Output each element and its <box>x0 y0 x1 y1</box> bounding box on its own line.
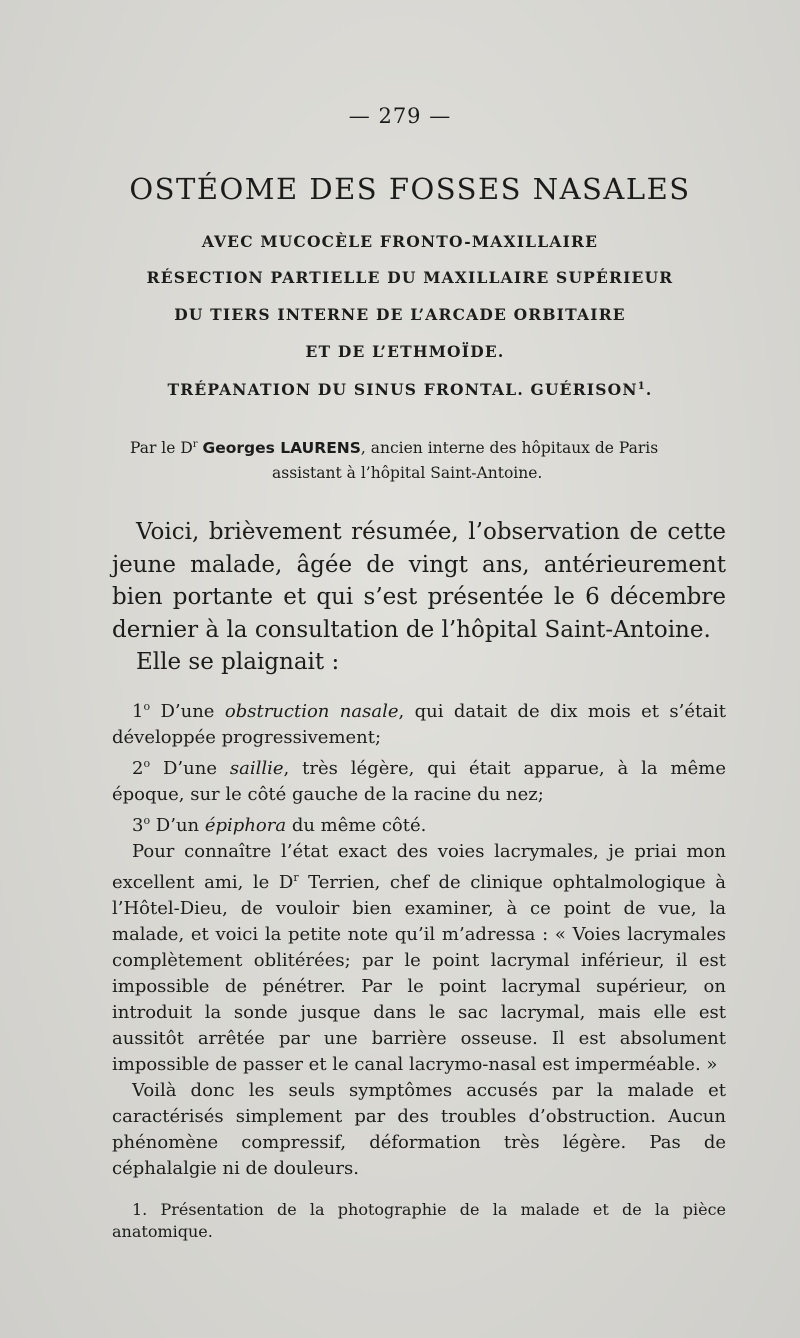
symptom-item-1 <box>112 694 726 751</box>
subtitle-line-3: DU TIERS INTERNE DE L’ARCADE ORBITAIRE <box>174 305 626 324</box>
symptom-ordinal: o <box>143 757 151 770</box>
footnote-marker: 1 <box>637 380 646 392</box>
symptom-emphasis: épiphora <box>204 815 287 836</box>
symptom-emphasis: saillie <box>229 758 284 779</box>
subtitle-line-4: ET DE L’ETHMOÏDE. <box>305 342 505 361</box>
footnote-text: 1. Présentation de la photographie de la malade et de la pièce anatomique. <box>112 1200 726 1241</box>
footnote <box>112 1199 726 1243</box>
author-name: Georges LAURENS <box>202 439 361 458</box>
symptom-emphasis: obstruction nasale <box>224 701 399 722</box>
subtitle-line-1: AVEC MUCOCÈLE FRONTO-MAXILLAIRE <box>201 232 599 251</box>
subtitle-line-2: RÉSECTION PARTIELLE DU MAXILLAIRE SUPÉRIEUR <box>146 268 674 287</box>
intro-paragraph: Voici, brièvement résumée, l’observation de cette jeune malade, âgée de vingt ans, antérieurement bien portante et qui s’est présentée le 6 décembre dernier à la consultation de l’hôpital Saint-Antoine. <box>112 519 726 643</box>
page-number: — 279 — <box>348 104 452 128</box>
body-paragraph-1-b: Terrien, chef de clinique ophtalmologique à l’Hôtel-Dieu, de vouloir bien examiner, à ce point de vue, la malade, et voici la petite note qu’il m’adressa : « Voies lacrymales complètement oblitérées; par le point lacrymal inférieur, il est impossible de pénétrer. Par le point lacrymal supérieur, on introduit la sonde jusque dans le sac lacrymal, mais elle est aussitôt arrêtée par une barrière osseuse. Il est absolument impossible de passer et le canal lacrymo-nasal est imperméable. » <box>112 872 726 1075</box>
symptom-post: , très légère, qui était apparue, à la même époque, sur le côté gauche de la racine du nez; <box>112 758 727 805</box>
body-text <box>112 694 726 1182</box>
byline <box>130 432 710 486</box>
article-title: OSTÉOME DES FOSSES NASALES <box>129 172 691 206</box>
symptom-number: 1 <box>132 701 144 722</box>
body-dr-sup: r <box>293 871 299 884</box>
symptom-number: 3 <box>132 815 144 836</box>
symptom-pre: D’une <box>150 758 230 779</box>
symptom-pre: D’un <box>150 815 205 836</box>
author-role-1: , ancien interne des hôpitaux de Paris <box>360 439 659 458</box>
symptom-pre: D’une <box>150 701 225 722</box>
subtitle-line-5-text: TRÉPANATION DU SINUS FRONTAL. GUÉRISON <box>167 380 638 399</box>
symptom-ordinal: o <box>143 700 151 713</box>
author-role-2: assistant à l’hôpital Saint-Antoine. <box>272 464 543 483</box>
symptom-number: 2 <box>132 758 144 779</box>
intro-text <box>112 516 726 679</box>
complaint-lead: Elle se plaignait : <box>136 649 340 675</box>
byline-line-1 <box>130 432 710 461</box>
symptom-item-3 <box>112 808 726 839</box>
symptom-post: du même côté. <box>286 815 427 836</box>
body-paragraph-2: Voilà donc les seuls symptômes accusés par la malade et caractérisés simplement par des troubles d’obstruction. Aucun phénomène compressif, déformation très légère. Pas de céphalalgie ni de douleurs. <box>112 1080 726 1179</box>
subtitle-line-5: TRÉPANATION DU SINUS FRONTAL. GUÉRISON$^1$. <box>167 380 653 399</box>
body-paragraph-1-a: Pour connaître l’état exact des voies lacrymales, je priai mon excellent ami, le D <box>112 841 726 893</box>
body-paragraph-1 <box>112 839 726 1078</box>
byline-prefix: Par le D <box>130 439 193 458</box>
byline-dr-sup: r <box>192 439 198 450</box>
symptom-ordinal: o <box>143 814 151 827</box>
symptom-post: , qui datait de dix mois et s’était développée progressivement; <box>112 701 726 748</box>
symptom-item-2 <box>112 751 726 808</box>
